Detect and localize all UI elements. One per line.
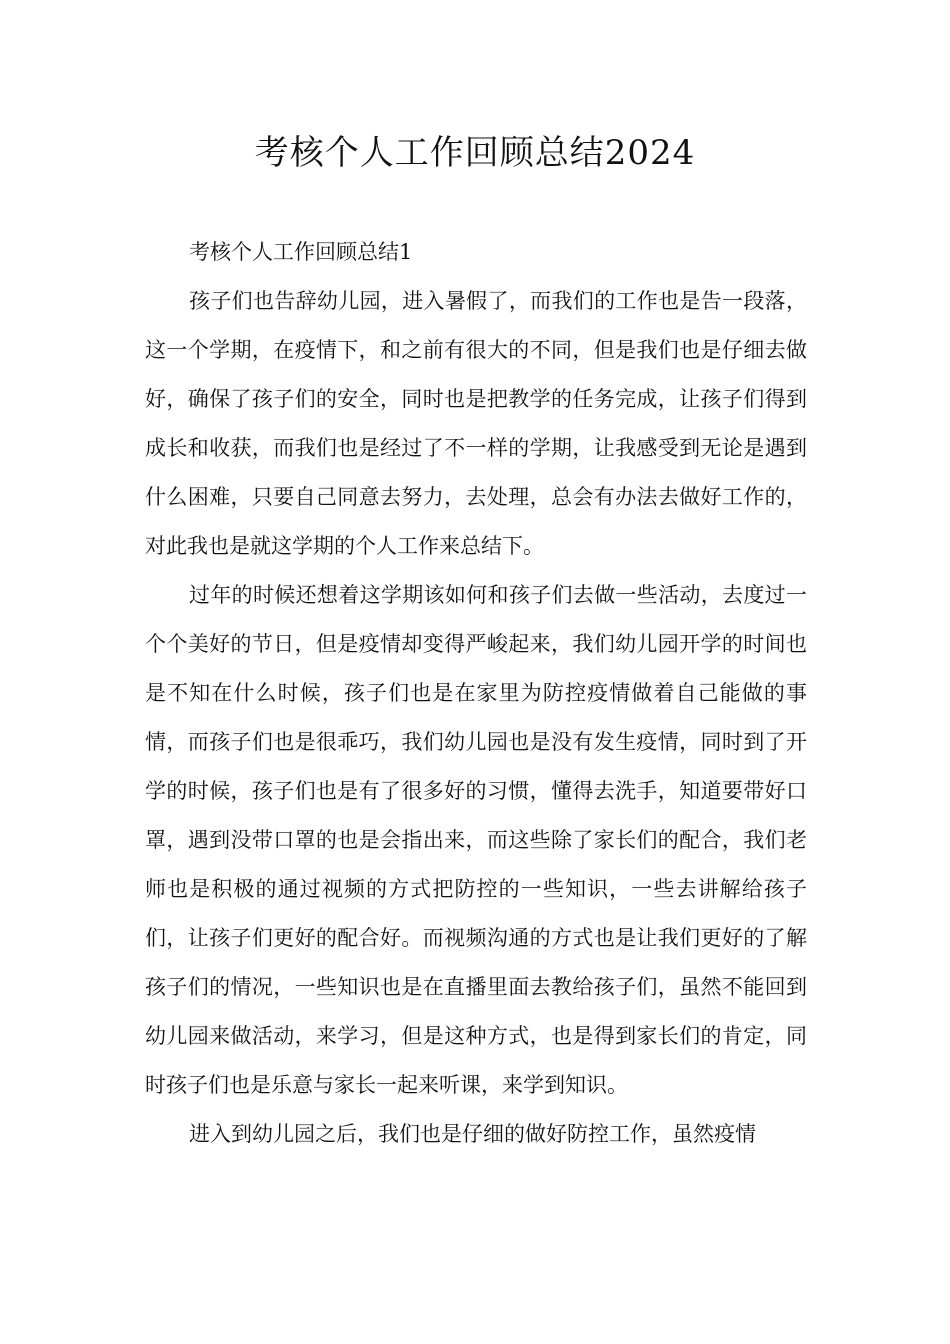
paragraph-3: 进入到幼儿园之后，我们也是仔细的做好防控工作，虽然疫情: [189, 1122, 756, 1146]
paragraph-2: 过年的时候还想着这学期该如何和孩子们去做一些活动，去度过一个个美好的节日，但是疫情却变得严峻起来，我们幼儿园开学的时间也是不知在什么时候，孩子们也是在家里为防控疫情做着自己能做的事情，而孩子们也是很乖巧，我们幼儿园也是没有发生疫情，同时到了开学的时候，孩子们也是有了很多好的习惯，懂得去洗手，知道要带好口罩，遇到没带口罩的也是会指出来，而这些除了家长们的配合，我们老师也是积极的通过视频的方式把防控的一些知识，一些去讲解给孩子们，让孩子们更好的配合好。而视频沟通的方式也是让我们更好的了解孩子们的情况，一些知识也是在直播里面去教给孩子们，虽然不能回到幼儿园来做活动，来学习，但是这种方式，也是得到家长们的肯定，同时孩子们也是乐意与家长一起来听课，来学到知识。: [145, 583, 807, 1097]
section-heading: 考核个人工作回顾总结1: [189, 240, 413, 264]
document-title: 考核个人工作回顾总结2024: [254, 133, 696, 173]
document-body: [145, 228, 807, 1159]
paragraph-1: 孩子们也告辞幼儿园，进入暑假了，而我们的工作也是告一段落，这一个学期，在疫情下，和之前有很大的不同，但是我们也是仔细去做好，确保了孩子们的安全，同时也是把教学的任务完成，让孩子们得到成长和收获，而我们也是经过了不一样的学期，让我感受到无论是遇到什么困难，只要自己同意去努力，去处理，总会有办法去做好工作的，对此我也是就这学期的个人工作来总结下。: [145, 289, 807, 558]
